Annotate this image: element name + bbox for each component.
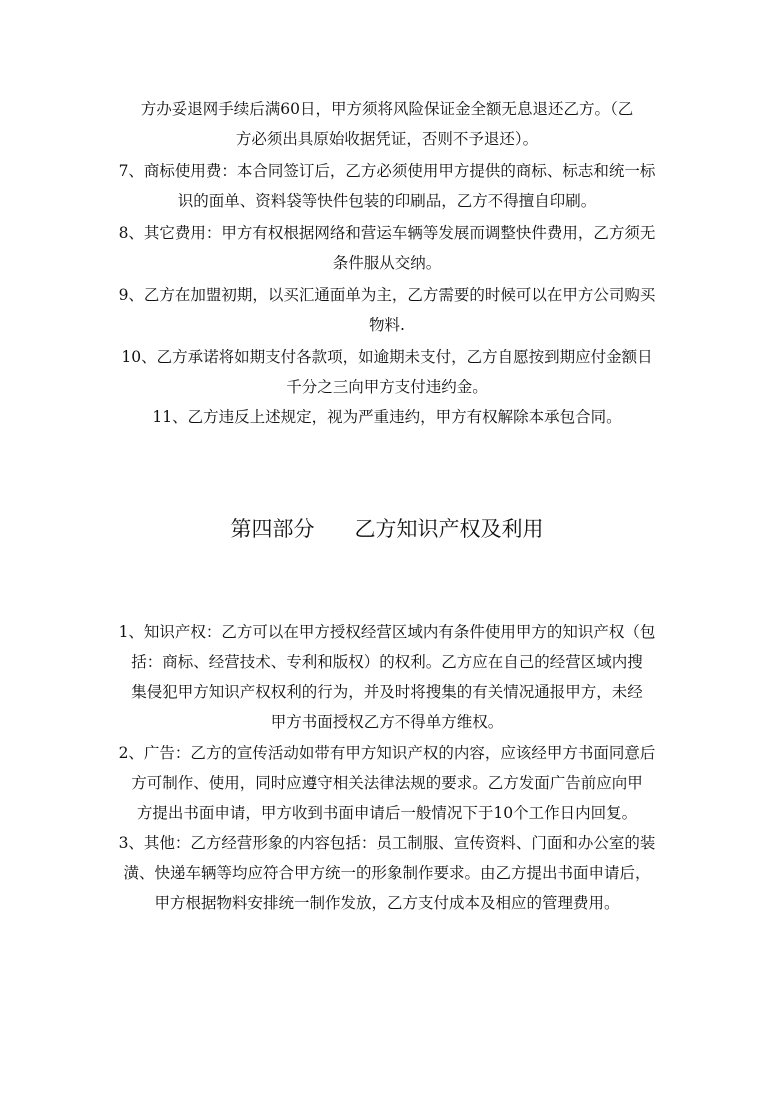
clause-8: 8、其它费用：甲方有权根据网络和营运车辆等发展而调整快件费用，乙方须无: [118, 224, 656, 242]
text-line: 潢、快递车辆等均应符合甲方统一的形象制作要求。由乙方提出书面申请后，: [123, 864, 651, 882]
text-line: 集侵犯甲方知识产权权利的行为，并及时将搜集的有关情况通报甲方，未经: [131, 683, 643, 701]
clause-11: 11、乙方违反上述规定，视为严重违约，甲方有权解除本承包合同。: [152, 408, 622, 426]
clause-7: 7、商标使用费：本合同签订后，乙方必须使用甲方提供的商标、标志和统一标: [118, 162, 656, 180]
text-line: 方必须出具原始收据凭证，否则不予退还）。: [235, 130, 539, 148]
text-line: 方提出书面申请，甲方收到书面申请后一般情况下于10个工作日内回复。: [136, 804, 638, 822]
text-line: 条件服从交纳。: [332, 254, 442, 272]
text-line: 物料.: [369, 316, 405, 334]
text-line: 方办妥退网手续后满60日，甲方须将风险保证金全额无息退还乙方。（乙: [140, 100, 634, 118]
clause-3: 3、其他：乙方经营形象的内容包括：员工制服、宣传资料、门面和办公室的装: [118, 834, 656, 852]
text-line: 识的面单、资料袋等快件包装的印刷品，乙方不得擅自印刷。: [177, 192, 597, 210]
text-line: 甲方根据物料安排统一制作发放，乙方支付成本及相应的管理费用。: [154, 894, 620, 912]
text-line: 方可制作、使用，同时应遵守相关法律法规的要求。乙方发面广告前应向甲: [131, 774, 643, 792]
text-line: 甲方书面授权乙方不得单方维权。: [270, 713, 504, 731]
section-heading-title: 乙方知识产权及利用: [354, 517, 544, 541]
clause-9: 9、乙方在加盟初期，以买汇通面单为主，乙方需要的时候可以在甲方公司购买: [118, 286, 656, 304]
section-heading: [0, 514, 774, 544]
clause-1: 1、知识产权：乙方可以在甲方授权经营区域内有条件使用甲方的知识产权（包: [118, 623, 656, 641]
section-heading-part: 第四部分: [230, 517, 315, 541]
text-line: 括：商标、经营技术、专利和版权）的权利。乙方应在自己的经营区域内搜: [131, 653, 643, 671]
clause-10: 10、乙方承诺将如期支付各款项，如逾期未支付，乙方自愿按到期应付金额日: [121, 348, 653, 366]
text-line: 千分之三向甲方支付违约金。: [286, 378, 488, 396]
clause-2: 2、广告：乙方的宣传活动如带有甲方知识产权的内容，应该经甲方书面同意后: [118, 744, 656, 762]
